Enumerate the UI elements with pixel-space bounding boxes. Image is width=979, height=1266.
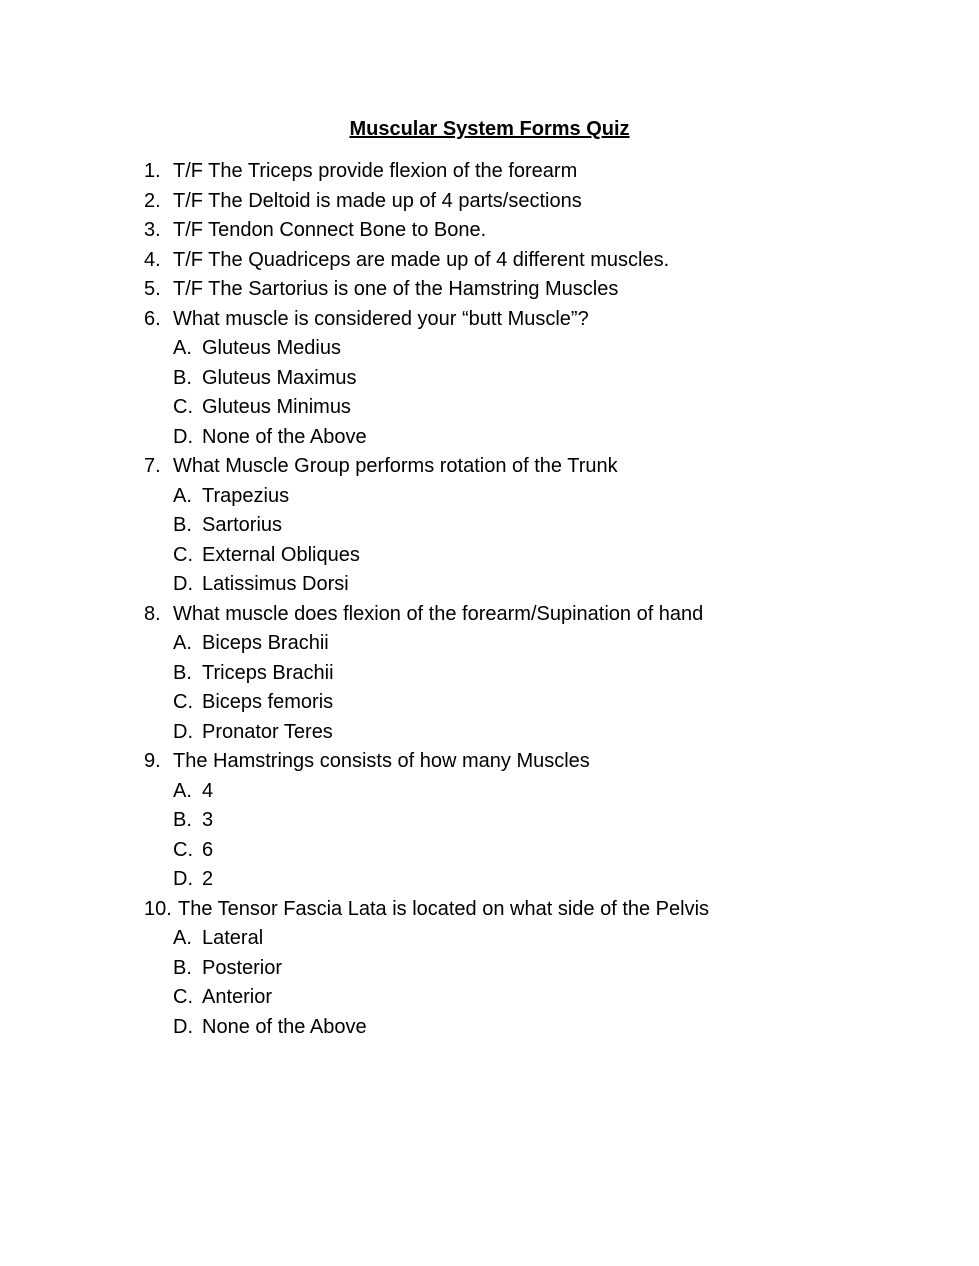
question-item [144, 216, 924, 246]
option-letter: B. [173, 366, 192, 389]
answer-option [144, 1013, 924, 1043]
answer-option [144, 806, 924, 836]
option-letter: B. [173, 661, 192, 684]
question-list [144, 157, 924, 1042]
option-text: Biceps femoris [202, 691, 334, 713]
question-text: T/F The Deltoid is made up of 4 parts/sections [173, 189, 582, 212]
question-text: What muscle is considered your “butt Muscle”? [173, 307, 589, 330]
answer-option [144, 570, 924, 600]
answer-option [144, 718, 924, 748]
answer-option [144, 511, 924, 541]
question-number: 4. [144, 248, 161, 271]
option-text: Anterior [202, 986, 273, 1008]
question-number: 5. [144, 278, 161, 300]
option-letter: D. [173, 573, 193, 595]
answer-option [144, 924, 924, 954]
option-text: 4 [202, 779, 214, 802]
question-item [144, 600, 924, 630]
question-text: T/F The Quadriceps are made up of 4 different muscles. [173, 248, 670, 271]
option-text: Latissimus Dorsi [202, 573, 349, 595]
option-text: Lateral [202, 927, 264, 949]
option-letter: A. [173, 779, 192, 802]
question-item [144, 895, 924, 925]
question-item [144, 305, 924, 335]
option-letter: C. [173, 691, 193, 713]
question-number: 3. [144, 219, 161, 241]
question-item [144, 157, 924, 187]
option-letter: C. [173, 838, 193, 861]
option-text: External Obliques [202, 543, 360, 566]
option-text: Trapezius [202, 484, 290, 507]
option-letter: A. [173, 484, 192, 507]
answer-option [144, 777, 924, 807]
option-letter: D. [173, 868, 193, 890]
answer-option [144, 688, 924, 718]
option-letter: C. [173, 986, 193, 1008]
option-text: Sartorius [202, 514, 283, 536]
option-letter: A. [173, 632, 192, 654]
answer-option [144, 836, 924, 866]
option-text: Gluteus Medius [202, 337, 341, 359]
option-letter: B. [173, 809, 192, 831]
question-text: What Muscle Group performs rotation of the Trunk [173, 455, 618, 477]
answer-option [144, 364, 924, 394]
option-letter: A. [173, 927, 192, 949]
question-item [144, 246, 924, 276]
question-item [144, 747, 924, 777]
answer-option [144, 659, 924, 689]
question-text: The Tensor Fascia Lata is located on what side of the Pelvis [178, 897, 710, 920]
question-item [144, 275, 924, 305]
option-text: Posterior [202, 956, 283, 979]
question-text: T/F Tendon Connect Bone to Bone. [173, 219, 487, 241]
answer-option [144, 983, 924, 1013]
option-text: Gluteus Minimus [202, 396, 351, 418]
question-number: 6. [144, 307, 161, 330]
question-number: 9. [144, 750, 161, 772]
option-text: Biceps Brachii [202, 632, 329, 654]
option-text: Triceps Brachii [202, 661, 334, 684]
option-letter: A. [173, 337, 192, 359]
answer-option [144, 541, 924, 571]
question-number: 2. [144, 189, 161, 212]
question-text: What muscle does flexion of the forearm/Supination of hand [173, 602, 704, 625]
question-item [144, 452, 924, 482]
option-text: Pronator Teres [202, 720, 333, 743]
option-text: None of the Above [202, 425, 367, 448]
answer-option [144, 423, 924, 453]
answer-option [144, 334, 924, 364]
page-title: Muscular System Forms Quiz [349, 118, 630, 140]
option-text: 6 [202, 838, 214, 861]
question-number: 1. [144, 160, 161, 182]
question-number: 8. [144, 602, 161, 625]
option-letter: D. [173, 425, 193, 448]
option-letter: B. [173, 956, 192, 979]
option-letter: C. [173, 543, 193, 566]
answer-option [144, 865, 924, 895]
question-text: T/F The Triceps provide flexion of the forearm [173, 160, 578, 182]
answer-option [144, 954, 924, 984]
question-text: The Hamstrings consists of how many Muscles [173, 750, 590, 772]
option-text: 3 [202, 809, 214, 831]
option-text: 2 [202, 868, 214, 890]
question-number: 10. [144, 897, 172, 920]
question-number: 7. [144, 455, 161, 477]
option-letter: C. [173, 396, 193, 418]
answer-option [144, 393, 924, 423]
option-text: Gluteus Maximus [202, 366, 357, 389]
answer-option [144, 482, 924, 512]
option-text: None of the Above [202, 1015, 367, 1038]
option-letter: D. [173, 720, 193, 743]
option-letter: B. [173, 514, 192, 536]
question-text: T/F The Sartorius is one of the Hamstring Muscles [173, 278, 619, 300]
option-letter: D. [173, 1015, 193, 1038]
answer-option [144, 629, 924, 659]
question-item [144, 187, 924, 217]
